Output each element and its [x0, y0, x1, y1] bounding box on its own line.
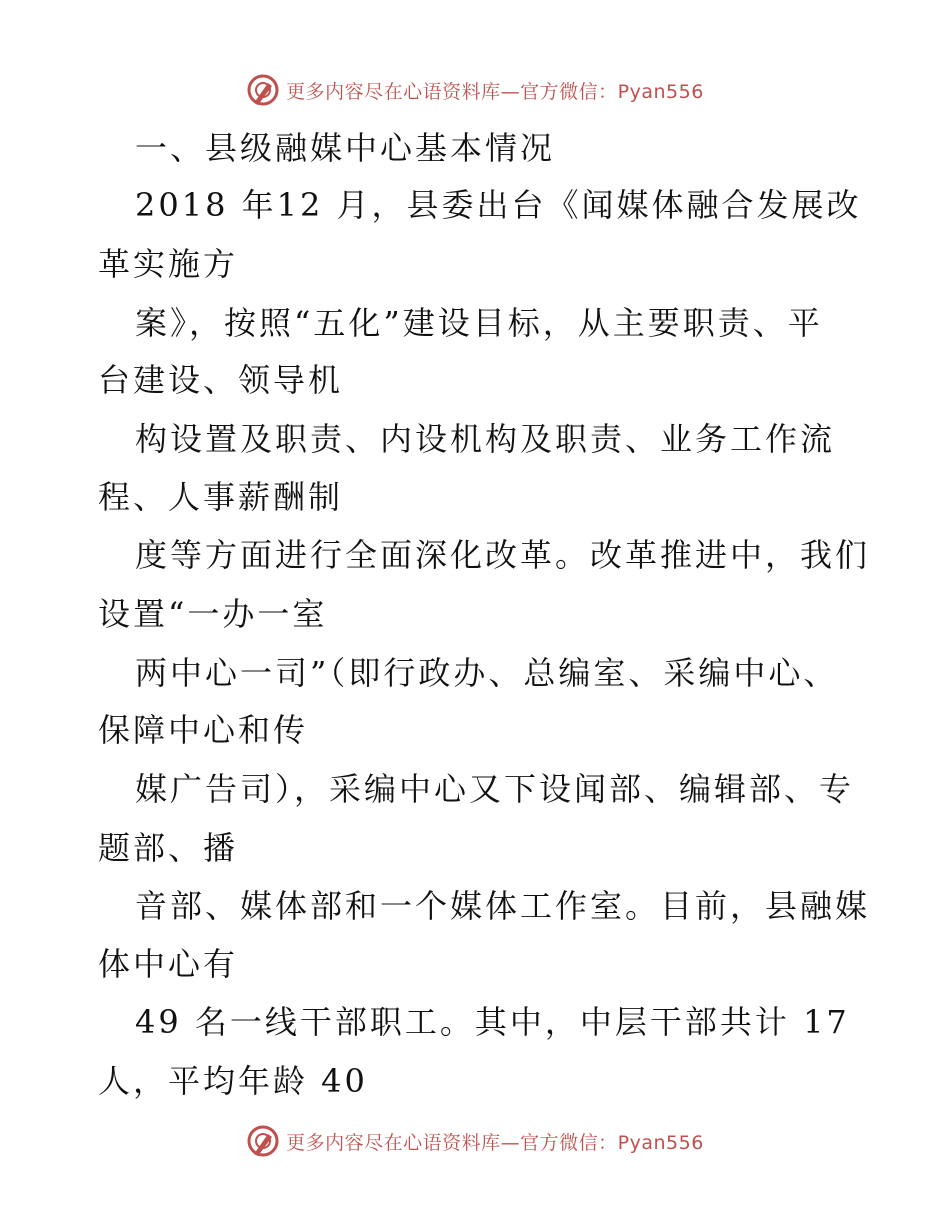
pen-logo-icon [246, 1124, 280, 1158]
pen-logo-icon [246, 73, 280, 107]
paragraph-line: 度等方面进行全面深化改革。改革推进中，我们 [135, 536, 871, 574]
paragraph-line: 体中心有 [98, 945, 239, 983]
paragraph-line: 两中心一司”（即行政办、总编室、采编中心、 [135, 654, 839, 692]
footer-watermark [0, 1121, 950, 1161]
paragraph-line: 保障中心和传 [98, 711, 309, 749]
paragraph-line: 革实施方 [98, 245, 239, 283]
section-heading: 一、县级融媒中心基本情况 [135, 129, 556, 167]
paragraph-line: 程、人事薪酬制 [98, 478, 344, 516]
paragraph-line: 人，平均年龄 40 [98, 1062, 368, 1100]
paragraph-line: 设置“一办一室 [98, 595, 328, 633]
paragraph-line: 构设置及职责、内设机构及职责、业务工作流 [135, 420, 836, 458]
watermark-text: 更多内容尽在心语资料库—官方微信：Pyan556 [286, 80, 704, 103]
paragraph-line: 媒广告司），采编中心又下设闻部、编辑部、专 [135, 770, 855, 808]
watermark-text: 更多内容尽在心语资料库—官方微信：Pyan556 [286, 1131, 704, 1154]
paragraph-line: 案》，按照“五化”建设目标，从主要职责、平 [135, 304, 823, 342]
paragraph-line: 音部、媒体部和一个媒体工作室。目前，县融媒 [135, 887, 871, 925]
paragraph-line: 2018 年12 月，县委出台《闻媒体融合发展改 [135, 186, 862, 224]
paragraph-line: 49 名一线干部职工。其中，中层干部共计 17 [135, 1003, 850, 1041]
paragraph-line: 题部、播 [98, 829, 239, 867]
paragraph-line: 台建设、领导机 [98, 361, 344, 399]
header-watermark [0, 70, 950, 110]
